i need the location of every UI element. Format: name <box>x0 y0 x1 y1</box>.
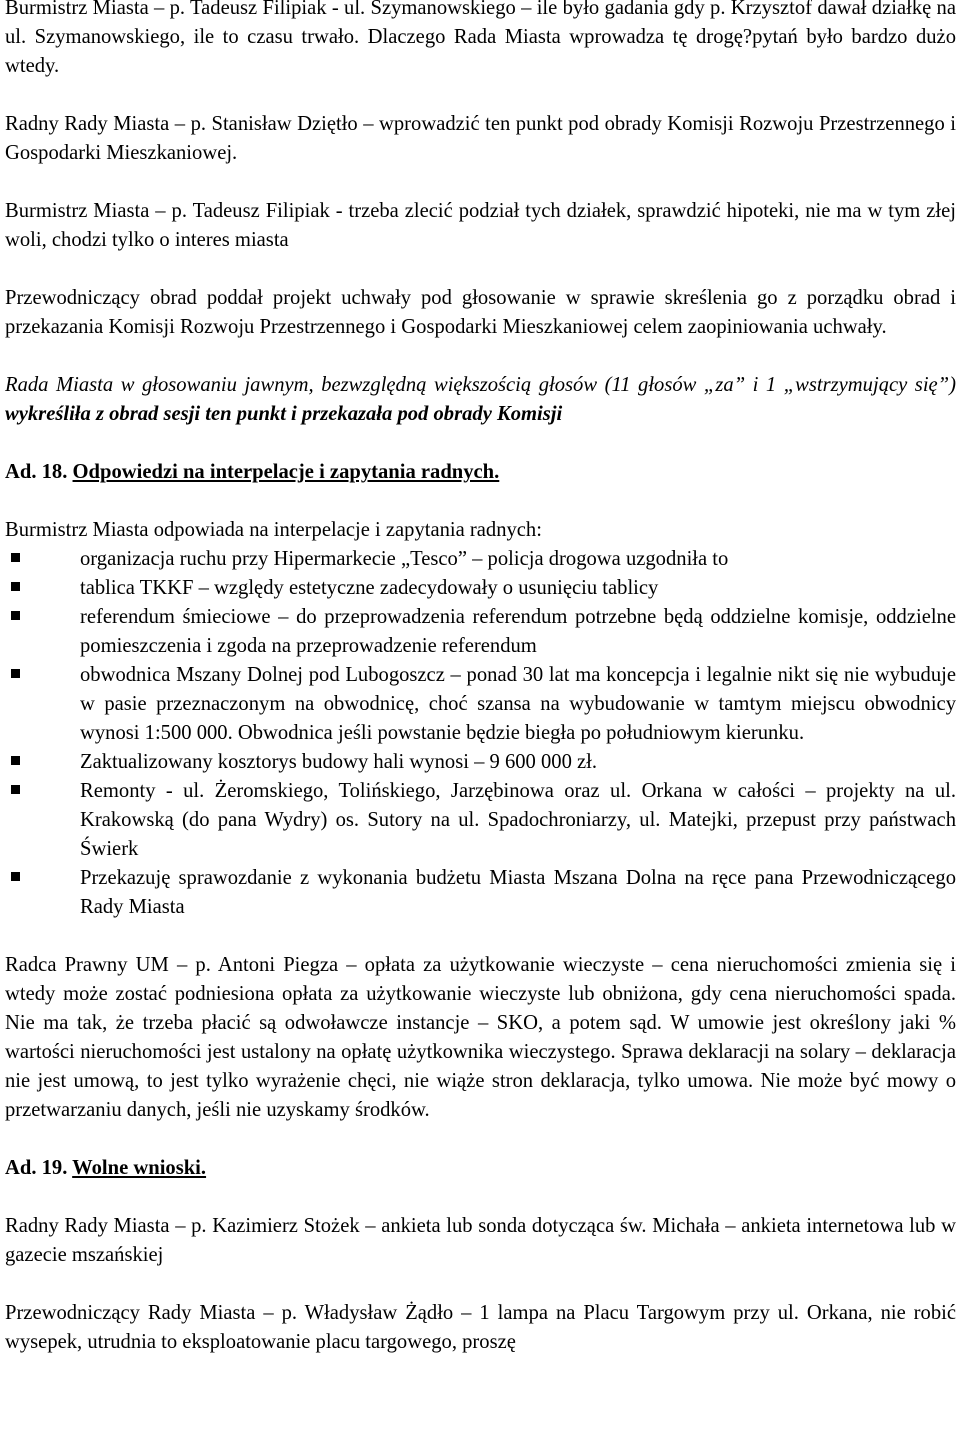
list-item: referendum śmieciowe – do przeprowadzenia referendum potrzebne będą oddzielne komisje, oddzielne pomieszczenia i zgoda na przeprowadzenie referendum <box>5 603 956 661</box>
section-title-18: Odpowiedzi na interpelacje i zapytania radnych. <box>72 461 500 483</box>
list-item: obwodnica Mszany Dolnej pod Lubogoszcz – ponad 30 lat ma koncepcja i legalnie nikt się nie wybuduje w pasie przeznaczonym na obwodnicę, choć szansa na wybudowanie w tamtym miejscu obwodnicy wynosi 1:500 000. Obwodnica jeśli powstanie będzie biegła po południowym kierunku. <box>5 661 956 748</box>
paragraph-radny-stozek: Radny Rady Miasta – p. Kazimierz Stożek – ankieta lub sonda dotycząca św. Michała – ankieta internetowa lub w gazecie mszańskiej <box>5 1215 956 1266</box>
paragraph-burmistrz-szymanowskiego: Burmistrz Miasta – p. Tadeusz Filipiak - ul. Szymanowskiego – ile było gadania gdy p. Krzysztof dawał działkę na ul. Szymanowskiego, ile to czasu trwało. Dlaczego Rada Miasta wprowadza tę drogę?pytań było bardzo dużo wtedy. <box>5 0 956 77</box>
paragraph-radca-prawny: Radca Prawny UM – p. Antoni Piegza – opłata za użytkowanie wieczyste – cena nieruchomości zmienia się i wtedy może zostać podniesiona opłata za użytkowanie wieczyste lub obniżona, gdy cena nieruchomości spada. Nie ma tak, że trzeba płacić są odwoławcze instancje – SKO, a potem sąd. W umowie jest określony jaki % wartości nieruchomości jest ustalony na opłatę użytkownika wieczystego. Sprawa deklaracji na solary – deklaracja nie jest umową, to jest tylko wyrażenie chęci, nie wiąże stron deklaracja, tylko umowa. Nie może być mowy o przetwarzaniu danych, jeśli nie uzyskamy środków. <box>5 954 956 1121</box>
list-item: organizacja ruchu przy Hipermarkecie „Tesco” – policja drogowa uzgodniła to <box>5 545 956 574</box>
square-bullet-icon <box>11 756 20 765</box>
list-item: Przekazuję sprawozdanie z wykonania budżetu Miasta Mszana Dolna na ręce pana Przewodniczącego Rady Miasta <box>5 864 956 922</box>
square-bullet-icon <box>11 582 20 591</box>
list-item: Zaktualizowany kosztorys budowy hali wynosi – 9 600 000 zł. <box>5 748 956 777</box>
section-title-19: Wolne wnioski. <box>72 1157 207 1179</box>
square-bullet-icon <box>11 872 20 881</box>
paragraph-radny-dzietlo: Radny Rady Miasta – p. Stanisław Dziętło – wprowadzić ten punkt pod obrady Komisji Rozwoju Przestrzennego i Gospodarki Mieszkaniowej. <box>5 113 956 164</box>
section-number-18: Ad. 18. <box>5 461 68 483</box>
section-heading-19 <box>5 1154 956 1183</box>
paragraph-wynik-glosowania <box>5 371 956 429</box>
vote-result-italic: Rada Miasta w głosowaniu jawnym, bezwzględną większością głosów (11 głosów „za” i 1 „wstrzymujący się”) <box>5 374 956 396</box>
answers-list <box>5 545 956 922</box>
list-item: tablica TKKF – względy estetyczne zadecydowały o usunięciu tablicy <box>5 574 956 603</box>
paragraph-przewodniczacy-zadlo: Przewodniczący Rady Miasta – p. Władysław Żądło – 1 lampa na Placu Targowym przy ul. Orkana, nie robić wysepek, utrudnia to eksploatowanie placu targowego, proszę <box>5 1302 956 1353</box>
paragraph-burmistrz-podzial: Burmistrz Miasta – p. Tadeusz Filipiak - trzeba zlecić podział tych działek, sprawdzić hipoteki, nie ma w tym złej woli, chodzi tylko o interes miasta <box>5 200 956 251</box>
list-item: Remonty - ul. Żeromskiego, Tolińskiego, Jarzębinowa oraz ul. Orkana w całości – projekty na ul. Krakowską (do pana Wydry) os. Sutory na ul. Spadochroniarzy, ul. Matejki, przepust przy państwach Świerk <box>5 777 956 864</box>
square-bullet-icon <box>11 611 20 620</box>
square-bullet-icon <box>11 553 20 562</box>
square-bullet-icon <box>11 669 20 678</box>
vote-result-bold: wykreśliła z obrad sesji ten punkt i przekazała pod obrady Komisji <box>5 403 563 425</box>
section-heading-18 <box>5 458 956 487</box>
paragraph-glosowanie-projekt: Przewodniczący obrad poddał projekt uchwały pod głosowanie w sprawie skreślenia go z porządku obrad i przekazania Komisji Rozwoju Przestrzennego i Gospodarki Mieszkaniowej celem zaopiniowania uchwały. <box>5 287 956 338</box>
square-bullet-icon <box>11 785 20 794</box>
section-number-19: Ad. 19. <box>5 1157 68 1179</box>
answers-intro: Burmistrz Miasta odpowiada na interpelacje i zapytania radnych: <box>5 519 542 541</box>
document-page <box>5 0 956 1386</box>
